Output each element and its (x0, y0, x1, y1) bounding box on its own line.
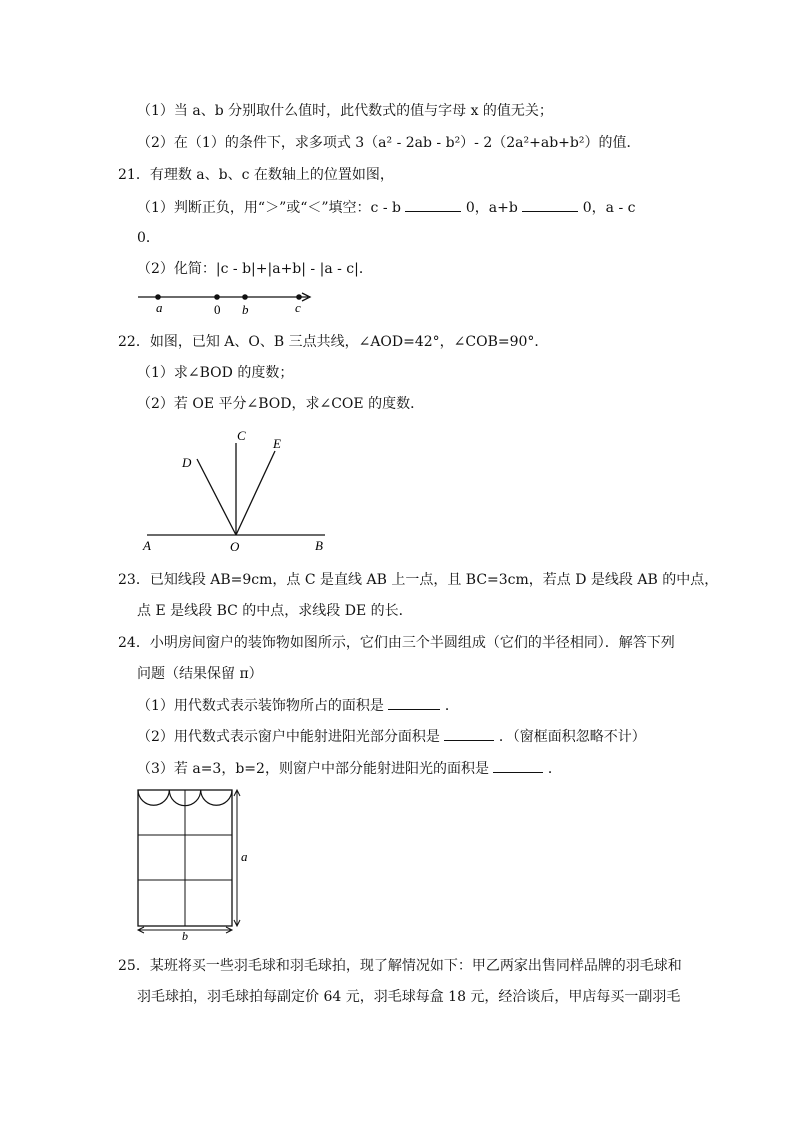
q21-stem: 21．有理数 a、b、c 在数轴上的位置如图， (118, 167, 394, 183)
q24-line2: 问题（结果保留 π） (137, 666, 263, 682)
q21-part1-text-b: 0，a+b (465, 200, 518, 216)
q21-blank-2[interactable] (522, 197, 578, 212)
q24-blank-2[interactable] (444, 726, 494, 741)
q22-stem: 22．如图，已知 A、O、B 三点共线，∠AOD=42°，∠COB=90°． (118, 334, 549, 350)
q24-part3-text: （3）若 a=3，b=2，则窗户中部分能射进阳光的面积是 (137, 761, 489, 777)
q22-part2: （2）若 OE 平分∠BOD，求∠COE 的度数． (137, 396, 425, 412)
q24-part3-end: ． (547, 761, 562, 777)
q21-part1-text-c: 0，a - c (582, 200, 636, 216)
label-C: C (237, 428, 246, 443)
q21-part1-cont: 0． (137, 230, 160, 246)
dimension-b-label: b (182, 929, 188, 942)
q24-blank-3[interactable] (493, 758, 543, 773)
q24-part3 (137, 758, 562, 779)
label-O: O (230, 539, 240, 554)
label-b: b (242, 302, 249, 317)
q24-part1 (137, 695, 459, 716)
q24-part1-end: ． (444, 698, 459, 714)
point-zero (214, 294, 220, 300)
label-E: E (273, 436, 281, 451)
label-zero: 0 (214, 302, 221, 317)
label-a: a (156, 300, 163, 315)
q23-line1: 23．已知线段 AB=9cm，点 C 是直线 AB 上一点，且 BC=3cm，若点 D 是线段 AB 的中点， (118, 572, 719, 588)
angle-figure (135, 425, 335, 555)
label-D: D (182, 455, 192, 470)
q21-blank-1[interactable] (405, 197, 461, 212)
number-line-figure (130, 286, 330, 318)
q21-part1 (137, 197, 635, 218)
q24-line1: 24．小明房间窗户的装饰物如图所示，它们由三个半圆组成（它们的半径相同）．解答下列 (118, 635, 675, 651)
q24-part1-text: （1）用代数式表示装饰物所占的面积是 (137, 698, 384, 714)
label-c: c (295, 300, 301, 315)
q24-part2-text: （2）用代数式表示窗户中能射进阳光部分面积是 (137, 729, 440, 745)
dimension-a-label: a (241, 849, 248, 864)
q21-part1-text-a: （1）判断正负，用“＞”或“＜”填空：c - b (137, 200, 401, 216)
point-b (242, 294, 248, 300)
q24-part2-end: ．（窗框面积忽略不计） (498, 729, 646, 745)
label-A: A (143, 538, 151, 553)
label-B: B (315, 538, 323, 553)
q23-line2: 点 E 是线段 BC 的中点，求线段 DE 的长． (137, 603, 413, 619)
window-figure (132, 784, 252, 942)
semicircle-1 (138, 790, 169, 805)
q25-line2: 羽毛球拍，羽毛球拍每副定价 64 元，羽毛球每盒 18 元，经洽谈后，甲店每买一副羽毛 (137, 989, 681, 1005)
q20-part2: （2）在（1）的条件下，求多项式 3（a² - 2ab - b²）- 2（2a²+ab+b²）的值． (137, 135, 641, 151)
point-c (296, 294, 302, 300)
q21-part2: （2）化简：|c - b|+|a+b| - |a - c|． (137, 261, 373, 277)
q24-part2 (137, 726, 646, 747)
semicircle-3 (201, 790, 232, 805)
q20-part1: （1）当 a、b 分别取什么值时，此代数式的值与字母 x 的值无关； (137, 103, 553, 119)
q22-part1: （1）求∠BOD 的度数； (137, 365, 294, 381)
q24-blank-1[interactable] (388, 695, 440, 710)
point-a (155, 294, 161, 300)
ray-OD (197, 459, 236, 535)
q25-line1: 25．某班将买一些羽毛球和羽毛球拍，现了解情况如下：甲乙两家出售同样品牌的羽毛球和 (118, 958, 682, 974)
ray-OE (236, 451, 275, 535)
